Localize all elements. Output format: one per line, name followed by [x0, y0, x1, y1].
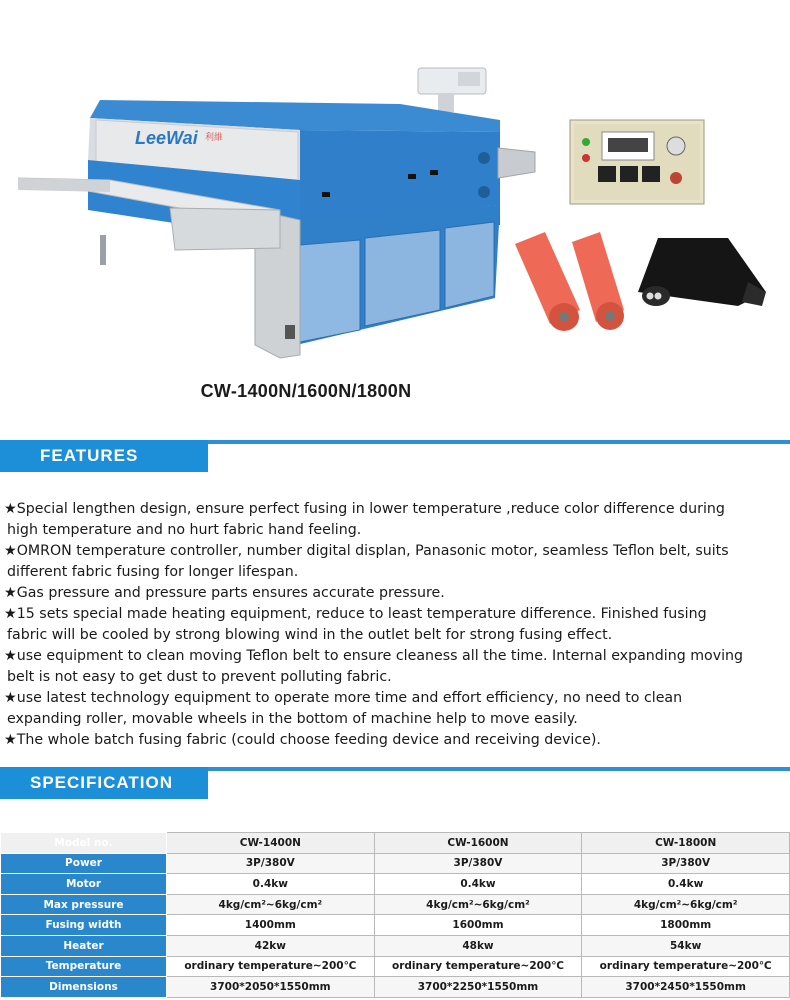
row-label: Fusing width: [1, 915, 167, 936]
table-row: [1, 977, 790, 998]
model-column-header: CW-1800N: [582, 833, 790, 854]
table-cell: 48kw: [374, 935, 582, 956]
table-cell: 3P/380V: [582, 853, 790, 874]
table-row: [1, 915, 790, 936]
teflon-belt-image: [628, 232, 768, 310]
row-label: Model no.: [1, 833, 167, 854]
table-cell: 1600mm: [374, 915, 582, 936]
table-cell: 3P/380V: [167, 853, 375, 874]
table-cell: ordinary temperature~200℃: [582, 956, 790, 977]
features-heading: FEATURES: [0, 440, 208, 472]
table-cell: 3700*2250*1550mm: [374, 977, 582, 998]
table-cell: 0.4kw: [167, 874, 375, 895]
table-cell: 3P/380V: [374, 853, 582, 874]
product-hero: [0, 0, 790, 420]
table-cell: 4kg/cm²~6kg/cm²: [582, 894, 790, 915]
table-cell: 4kg/cm²~6kg/cm²: [167, 894, 375, 915]
svg-text:利維: 利維: [205, 133, 224, 143]
table-cell: 42kw: [167, 935, 375, 956]
model-caption: CW-1400N/1600N/1800N: [200, 381, 412, 401]
row-label: Power: [1, 853, 167, 874]
table-row: [1, 894, 790, 915]
feature-item: ★15 sets special made heating equipment, reduce to least temperature difference. Finished fusing fabric will be cooled by strong blowing wind in the outlet belt for strong fusing effect.: [4, 606, 707, 643]
feature-item: ★use equipment to clean moving Teflon belt to ensure cleaness all the time. Internal expanding moving belt is not easy to get dust to prevent polluting fabric.: [4, 648, 744, 685]
specification-table: [0, 832, 790, 998]
row-label: Motor: [1, 874, 167, 895]
table-cell: 3700*2050*1550mm: [167, 977, 375, 998]
table-row: [1, 956, 790, 977]
specification-heading: SPECIFICATION: [0, 767, 208, 799]
table-cell: 3700*2450*1550mm: [582, 977, 790, 998]
model-column-header: CW-1400N: [167, 833, 375, 854]
table-row: [1, 853, 790, 874]
table-row: [1, 935, 790, 956]
feature-item: ★The whole batch fusing fabric (could choose feeding device and receiving device).: [4, 732, 601, 748]
table-cell: 4kg/cm²~6kg/cm²: [374, 894, 582, 915]
row-label: Dimensions: [1, 977, 167, 998]
table-header-row: [1, 833, 790, 854]
fusing-machine-image: [0, 60, 560, 365]
row-label: Max pressure: [1, 894, 167, 915]
features-list: [4, 499, 788, 751]
silicone-rollers-image: [500, 224, 625, 336]
row-label: Heater: [1, 935, 167, 956]
table-cell: 1400mm: [167, 915, 375, 936]
feature-item: ★Gas pressure and pressure parts ensures accurate pressure.: [4, 585, 445, 601]
feature-item: ★Special lengthen design, ensure perfect fusing in lower temperature ,reduce color difference during high temperature and no hurt fabric hand feeling.: [4, 501, 725, 538]
feature-item: ★use latest technology equipment to operate more time and effort efficiency, no need to clean expanding roller, movable wheels in the bottom of machine help to move easily.: [4, 690, 683, 727]
feature-item: ★OMRON temperature controller, number digital displan, Panasonic motor, seamless Teflon belt, suits different fabric fusing for longer lifespan.: [4, 543, 729, 580]
table-cell: 1800mm: [582, 915, 790, 936]
control-panel-image: [568, 118, 706, 206]
table-row: [1, 874, 790, 895]
row-label: Temperature: [1, 956, 167, 977]
table-cell: 54kw: [582, 935, 790, 956]
brand-logo: LeeWai: [135, 128, 198, 148]
model-column-header: CW-1600N: [374, 833, 582, 854]
table-cell: 0.4kw: [582, 874, 790, 895]
table-cell: 0.4kw: [374, 874, 582, 895]
table-cell: ordinary temperature~200℃: [374, 956, 582, 977]
table-cell: ordinary temperature~200℃: [167, 956, 375, 977]
